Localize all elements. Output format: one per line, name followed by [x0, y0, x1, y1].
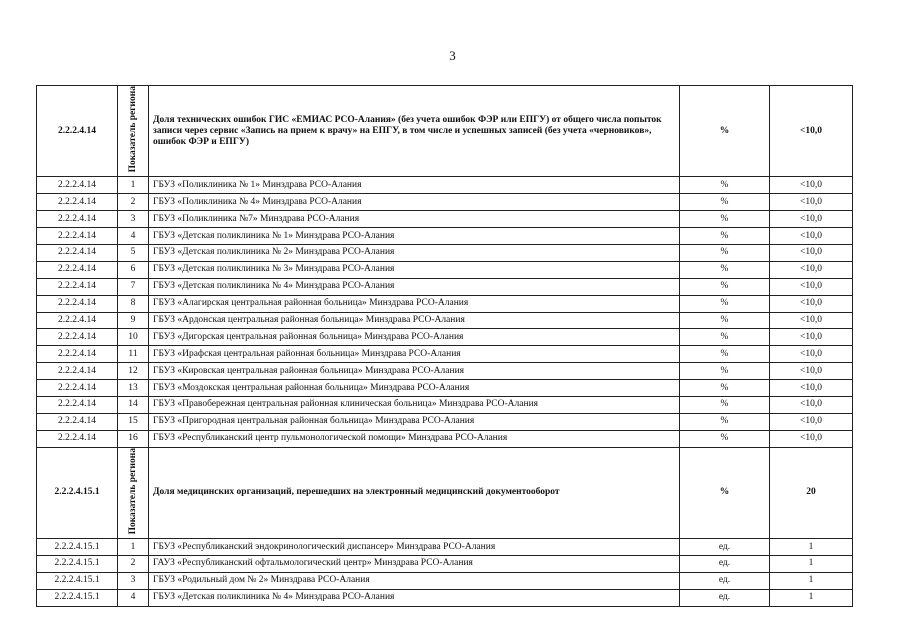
- row-value: <10,0: [770, 228, 853, 245]
- table-row: [37, 295, 853, 312]
- row-number: 13: [118, 380, 149, 397]
- indicator-type: [118, 86, 149, 177]
- row-unit: %: [680, 244, 770, 261]
- row-unit: %: [680, 228, 770, 245]
- row-organization: ГБУЗ «Дигорская центральная районная больница» Минздрава РСО-Алания: [149, 329, 680, 346]
- row-number: 14: [118, 397, 149, 414]
- row-unit: %: [680, 211, 770, 228]
- row-organization: ГБУЗ «Детская поликлиника № 2» Минздрава РСО-Алания: [149, 244, 680, 261]
- row-code: 2.2.2.4.14: [37, 177, 118, 194]
- row-value: <10,0: [770, 380, 853, 397]
- row-organization: ГБУЗ «Родильный дом № 2» Минздрава РСО-Алания: [149, 572, 680, 589]
- row-number: 4: [118, 589, 149, 606]
- row-value: <10,0: [770, 413, 853, 430]
- table-row: [37, 555, 853, 572]
- row-unit: %: [680, 346, 770, 363]
- row-value: <10,0: [770, 211, 853, 228]
- row-organization: ГАУЗ «Республиканский офтальмологический центр» Минздрава РСО-Алания: [149, 555, 680, 572]
- row-code: 2.2.2.4.14: [37, 295, 118, 312]
- table-row: [37, 278, 853, 295]
- row-number: 7: [118, 278, 149, 295]
- indicator-value: <10,0: [770, 86, 853, 177]
- row-unit: %: [680, 261, 770, 278]
- row-code: 2.2.2.4.14: [37, 430, 118, 447]
- row-number: 2: [118, 555, 149, 572]
- row-unit: %: [680, 177, 770, 194]
- table-row: [37, 346, 853, 363]
- row-organization: ГБУЗ «Детская поликлиника № 4» Минздрава РСО-Алания: [149, 589, 680, 606]
- row-unit: %: [680, 363, 770, 380]
- row-value: <10,0: [770, 261, 853, 278]
- row-value: <10,0: [770, 329, 853, 346]
- row-value: <10,0: [770, 363, 853, 380]
- row-number: 1: [118, 539, 149, 556]
- indicator-type: [118, 447, 149, 538]
- row-unit: %: [680, 380, 770, 397]
- row-code: 2.2.2.4.15.1: [37, 589, 118, 606]
- indicator-type-label: Показатель региона: [127, 86, 138, 173]
- table-row: [37, 244, 853, 261]
- table-row: [37, 589, 853, 606]
- table-row: [37, 539, 853, 556]
- row-unit: %: [680, 194, 770, 211]
- row-code: 2.2.2.4.14: [37, 329, 118, 346]
- row-number: 1: [118, 177, 149, 194]
- row-value: <10,0: [770, 278, 853, 295]
- row-organization: ГБУЗ «Республиканский центр пульмонологической помощи» Минздрава РСО-Алания: [149, 430, 680, 447]
- row-code: 2.2.2.4.14: [37, 211, 118, 228]
- row-code: 2.2.2.4.14: [37, 312, 118, 329]
- table-row: [37, 177, 853, 194]
- row-value: 1: [770, 589, 853, 606]
- page-number: 3: [449, 48, 456, 63]
- row-number: 3: [118, 211, 149, 228]
- indicator-code: 2.2.2.4.14: [37, 86, 118, 177]
- row-unit: %: [680, 312, 770, 329]
- row-number: 16: [118, 430, 149, 447]
- row-code: 2.2.2.4.14: [37, 228, 118, 245]
- table-row: [37, 312, 853, 329]
- row-code: 2.2.2.4.14: [37, 413, 118, 430]
- row-code: 2.2.2.4.14: [37, 261, 118, 278]
- row-unit: ед.: [680, 572, 770, 589]
- indicator-description: Доля технических ошибок ГИС «ЕМИАС РСО-Алания» (без учета ошибок ФЭР или ЕПГУ) от общего числа попыток записи через сервис «Запись на прием к врачу» на ЕПГУ, в том числе и успешных записей (без учета «черновиков», ошибок ФЭР и ЕПГУ): [149, 86, 680, 177]
- indicator-code: 2.2.2.4.15.1: [37, 447, 118, 538]
- row-code: 2.2.2.4.14: [37, 397, 118, 414]
- row-number: 6: [118, 261, 149, 278]
- row-number: 9: [118, 312, 149, 329]
- indicator-description: Доля медицинских организаций, перешедших на электронный медицинский документооборот: [149, 447, 680, 538]
- row-unit: %: [680, 295, 770, 312]
- table-row: [37, 261, 853, 278]
- table-row: [37, 211, 853, 228]
- row-value: <10,0: [770, 346, 853, 363]
- row-value: <10,0: [770, 295, 853, 312]
- indicator-header-row: [37, 447, 853, 538]
- row-value: 1: [770, 539, 853, 556]
- row-code: 2.2.2.4.14: [37, 278, 118, 295]
- row-organization: ГБУЗ «Поликлиника № 4» Минздрава РСО-Алания: [149, 194, 680, 211]
- row-value: <10,0: [770, 312, 853, 329]
- row-organization: ГБУЗ «Алагирская центральная районная больница» Минздрава РСО-Алания: [149, 295, 680, 312]
- row-organization: ГБУЗ «Республиканский эндокринологический диспансер» Минздрава РСО-Алания: [149, 539, 680, 556]
- table-row: [37, 413, 853, 430]
- row-unit: %: [680, 430, 770, 447]
- row-organization: ГБУЗ «Поликлиника № 1» Минздрава РСО-Алания: [149, 177, 680, 194]
- row-organization: ГБУЗ «Пригородная центральная районная больница» Минздрава РСО-Алания: [149, 413, 680, 430]
- row-value: 1: [770, 555, 853, 572]
- table-row: [37, 430, 853, 447]
- table-row: [37, 228, 853, 245]
- row-number: 8: [118, 295, 149, 312]
- table-row: [37, 397, 853, 414]
- indicator-type-label: Показатель региона: [127, 447, 138, 535]
- row-value: <10,0: [770, 244, 853, 261]
- row-organization: ГБУЗ «Кировская центральная районная больница» Минздрава РСО-Алания: [149, 363, 680, 380]
- row-number: 4: [118, 228, 149, 245]
- indicator-unit: %: [680, 86, 770, 177]
- row-organization: ГБУЗ «Детская поликлиника № 1» Минздрава РСО-Алания: [149, 228, 680, 245]
- row-organization: ГБУЗ «Поликлиника №7» Минздрава РСО-Алания: [149, 211, 680, 228]
- row-number: 11: [118, 346, 149, 363]
- row-unit: %: [680, 329, 770, 346]
- indicator-header-row: [37, 86, 853, 177]
- row-organization: ГБУЗ «Правобережная центральная районная клиническая больница» Минздрава РСО-Алания: [149, 397, 680, 414]
- table-row: [37, 380, 853, 397]
- row-unit: ед.: [680, 589, 770, 606]
- row-organization: ГБУЗ «Ирафская центральная районная больница» Минздрава РСО-Алания: [149, 346, 680, 363]
- row-number: 15: [118, 413, 149, 430]
- row-unit: %: [680, 413, 770, 430]
- row-number: 3: [118, 572, 149, 589]
- row-value: 1: [770, 572, 853, 589]
- row-code: 2.2.2.4.14: [37, 194, 118, 211]
- table-row: [37, 329, 853, 346]
- row-unit: ед.: [680, 539, 770, 556]
- row-code: 2.2.2.4.15.1: [37, 539, 118, 556]
- row-code: 2.2.2.4.14: [37, 380, 118, 397]
- row-organization: ГБУЗ «Детская поликлиника № 4» Минздрава РСО-Алания: [149, 278, 680, 295]
- row-unit: %: [680, 278, 770, 295]
- row-code: 2.2.2.4.14: [37, 363, 118, 380]
- row-code: 2.2.2.4.14: [37, 244, 118, 261]
- row-number: 2: [118, 194, 149, 211]
- row-unit: %: [680, 397, 770, 414]
- row-organization: ГБУЗ «Ардонская центральная районная больница» Минздрава РСО-Алания: [149, 312, 680, 329]
- indicator-value: 20: [770, 447, 853, 538]
- row-number: 12: [118, 363, 149, 380]
- row-value: <10,0: [770, 194, 853, 211]
- row-organization: ГБУЗ «Моздокская центральная районная больница» Минздрава РСО-Алания: [149, 380, 680, 397]
- row-code: 2.2.2.4.15.1: [37, 555, 118, 572]
- row-number: 5: [118, 244, 149, 261]
- row-value: <10,0: [770, 177, 853, 194]
- row-value: <10,0: [770, 430, 853, 447]
- table-row: [37, 363, 853, 380]
- row-organization: ГБУЗ «Детская поликлиника № 3» Минздрава РСО-Алания: [149, 261, 680, 278]
- row-number: 10: [118, 329, 149, 346]
- row-unit: ед.: [680, 555, 770, 572]
- row-value: <10,0: [770, 397, 853, 414]
- indicator-unit: %: [680, 447, 770, 538]
- indicators-table: [36, 85, 853, 607]
- table-row: [37, 194, 853, 211]
- row-code: 2.2.2.4.15.1: [37, 572, 118, 589]
- table-row: [37, 572, 853, 589]
- row-code: 2.2.2.4.14: [37, 346, 118, 363]
